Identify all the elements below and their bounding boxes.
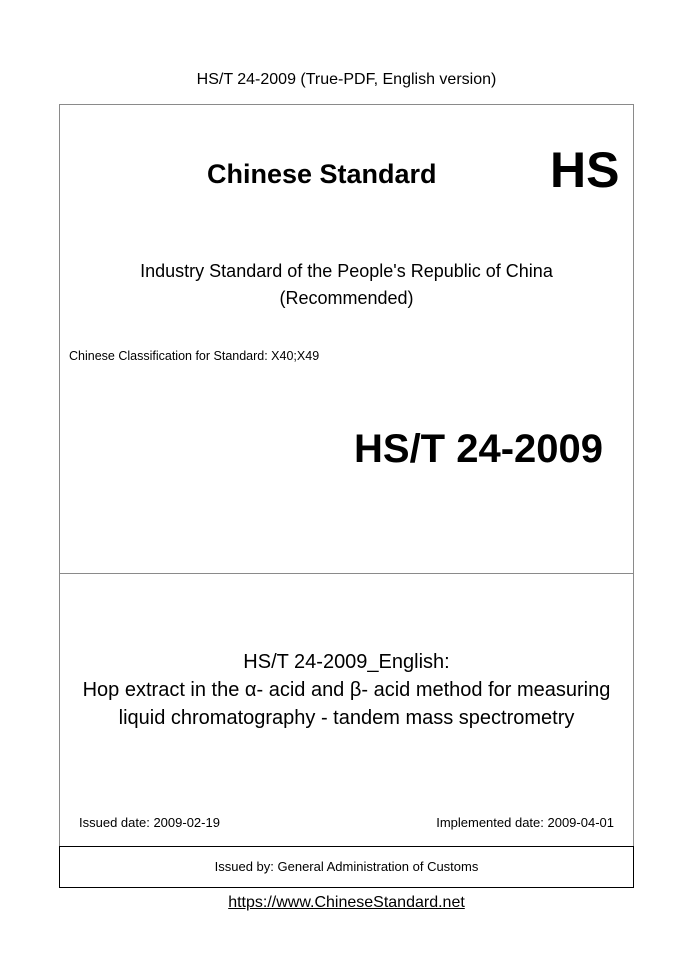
english-title-line3: liquid chromatography - tandem mass spectrometry [118,707,575,729]
standard-label: Chinese Standard [207,159,437,189]
english-title-line1: HS/T 24-2009_English: [243,651,450,673]
standard-number: HS/T 24-2009 [354,427,604,471]
standard-mark: HS [550,142,620,198]
document-header: HS/T 24-2009 (True-PDF, English version) [196,71,497,88]
classification-text: Chinese Classification for Standard: X40;X49 [69,349,320,363]
issuer-text: Issued by: General Administration of Customs [214,859,479,874]
issuer-box [59,846,634,888]
implemented-date: Implemented date: 2009-04-01 [436,815,614,830]
recommended-label: (Recommended) [279,288,414,308]
website-link[interactable]: https://www.ChineseStandard.net [228,894,465,911]
english-title-line2: Hop extract in the α- acid and β- acid method for measuring [82,679,611,701]
issued-date: Issued date: 2009-02-19 [79,815,220,830]
industry-line: Industry Standard of the People's Republic of China [140,261,553,281]
english-title [59,648,634,732]
